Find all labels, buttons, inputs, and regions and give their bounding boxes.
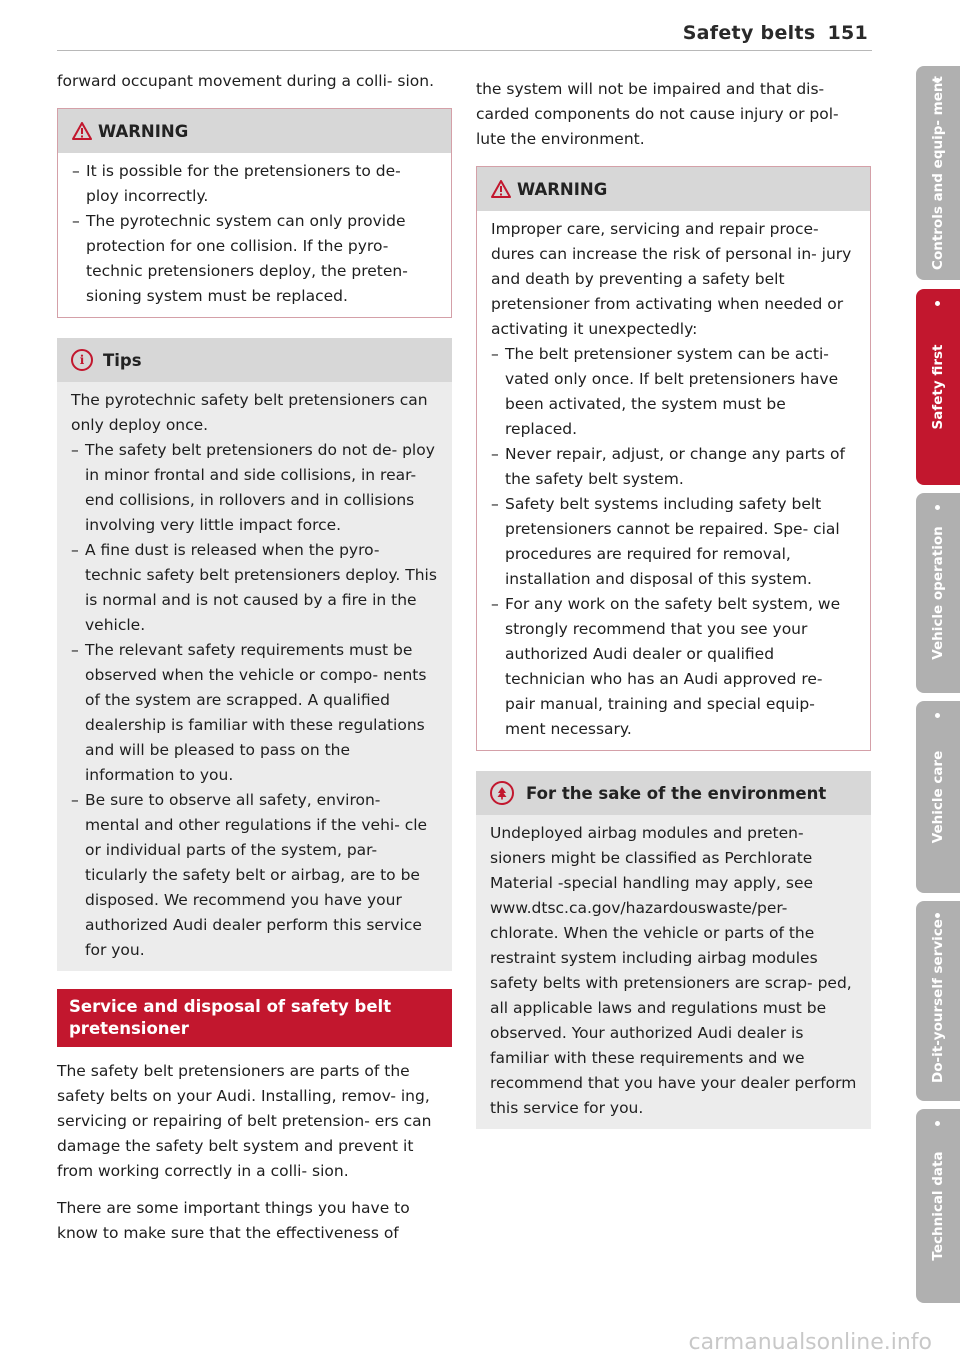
side-tab-label: Technical data (930, 1151, 946, 1261)
side-tab-label: Vehicle operation (930, 526, 946, 660)
side-tab-label: Safety first (930, 344, 946, 430)
tips-box (57, 338, 452, 971)
warning-box-header (58, 109, 451, 153)
environment-box (476, 771, 871, 1129)
list-item: – For any work on the safety belt system, we strongly recommend that you see your authorized Audi dealer or qualified technician who has an Audi approved re- pair manual, training and special equip- ment necessary. (491, 592, 856, 742)
tab-marker-dot (935, 301, 940, 306)
warning-triangle-icon (72, 122, 92, 140)
side-tab-technical-data[interactable] (916, 1109, 960, 1303)
environment-label: For the sake of the environment (526, 783, 827, 803)
list-item: – Never repair, adjust, or change any parts of the safety belt system. (491, 442, 856, 492)
warning-box-body (58, 153, 451, 317)
tab-marker-dot (935, 505, 940, 510)
right-column (476, 77, 871, 1129)
warning-label: WARNING (98, 121, 189, 141)
tips-intro: The pyrotechnic safety belt pretensioners can only deploy once. (71, 391, 428, 434)
warning-box-1 (57, 108, 452, 318)
side-tab-do-it-yourself[interactable] (916, 901, 960, 1101)
warning-box-header (477, 167, 870, 211)
warning-box-2 (476, 166, 871, 751)
warning-list (72, 159, 437, 309)
list-item: – The pyrotechnic system can only provide protection for one collision. If the pyro- technic pretensioners deploy, the preten- sioning system must be replaced. (72, 209, 437, 309)
side-tab-label: Do-it-yourself service (930, 919, 946, 1083)
list-item: – The belt pretensioner system can be acti- vated only once. If belt pretensioners have been activated, the system must be replaced. (491, 342, 856, 442)
left-column (57, 69, 452, 1246)
running-head (683, 22, 868, 44)
section-header-title: Safety belts (682, 22, 816, 44)
body-paragraph: The safety belt pretensioners are parts of the safety belts on your Audi. Installing, remov- ing, servicing or repairing of belt pretension- ers can damage the safety belt system and prevent it from working correctly in a colli- sion. (57, 1062, 432, 1180)
tips-box-header (57, 338, 452, 382)
list-item: – A fine dust is released when the pyro- technic safety belt pretensioners deploy. This is normal and is not caused by a fire in the vehicle. (71, 538, 438, 638)
list-item: – The relevant safety requirements must be observed when the vehicle or compo- nents of the system are scrapped. A qualified dealership is familiar with these regulations and will be pleased to pass on the information to you. (71, 638, 438, 788)
environment-text: Undeployed airbag modules and preten- sioners might be classified as Perchlorate Material -special handling may apply, see www.dtsc.ca.gov/hazardouswaste/per- chlorate. When the vehicle or parts of the restraint system including airbag modules safety belts with pretensioners are scrap- ped, all applicable laws and regulations must be observed. Your authorized Audi dealer is familiar with these requirements and we recommend that you have your dealer perform this service for you. (490, 824, 857, 1117)
tab-marker-dot (935, 913, 940, 918)
tab-marker-dot (935, 1121, 940, 1126)
environment-tree-icon (490, 781, 514, 805)
tips-list (71, 438, 438, 963)
section-heading: Service and disposal of safety belt pretensioner (57, 989, 452, 1047)
side-tab-label: Vehicle care (930, 750, 946, 844)
tips-label: Tips (103, 350, 142, 370)
side-tab-label: Controls and equip- ment (930, 76, 946, 270)
watermark: carmanualsonline.info (688, 1330, 932, 1355)
side-tab-vehicle-operation[interactable] (916, 493, 960, 693)
intro-paragraph: forward occupant movement during a colli- sion. (57, 72, 435, 90)
warning-label: WARNING (517, 179, 608, 199)
page-number: 151 (827, 22, 868, 44)
side-tab-controls[interactable] (916, 66, 960, 280)
environment-box-header (476, 771, 871, 815)
body-paragraph: There are some important things you have to know to make sure that the effectiveness of (57, 1199, 410, 1242)
list-item: – It is possible for the pretensioners to de- ploy incorrectly. (72, 159, 437, 209)
warning-triangle-icon (491, 180, 511, 198)
warning-intro: Improper care, servicing and repair proce- dures can increase the risk of personal in- jury and death by preventing a safety belt pretensioner from activating when needed or activating it unexpectedly: (491, 220, 852, 338)
tips-box-body (57, 382, 452, 971)
header-rule (57, 50, 872, 51)
side-tab-vehicle-care[interactable] (916, 701, 960, 893)
list-item: – Safety belt systems including safety belt pretensioners cannot be repaired. Spe- cial procedures are required for removal, installation and disposal of this system. (491, 492, 856, 592)
tab-marker-dot (935, 713, 940, 718)
environment-box-body (476, 815, 871, 1129)
info-icon: i (71, 349, 93, 371)
continued-paragraph: the system will not be impaired and that dis- carded components do not cause injury or pol- lute the environment. (476, 80, 839, 148)
warning-box-body (477, 211, 870, 750)
side-tab-safety-first[interactable] (916, 289, 960, 485)
list-item: – Be sure to observe all safety, environ- mental and other regulations if the vehi- cle or individual parts of the system, par- ticularly the safety belt or airbag, are to be disposed. We recommend you have your authorized Audi dealer perform this service for you. (71, 788, 438, 963)
list-item: – The safety belt pretensioners do not de- ploy in minor frontal and side collisions, in rear-end collisions, in rollovers and in collisions involving very little impact force. (71, 438, 438, 538)
warning-list (491, 342, 856, 742)
